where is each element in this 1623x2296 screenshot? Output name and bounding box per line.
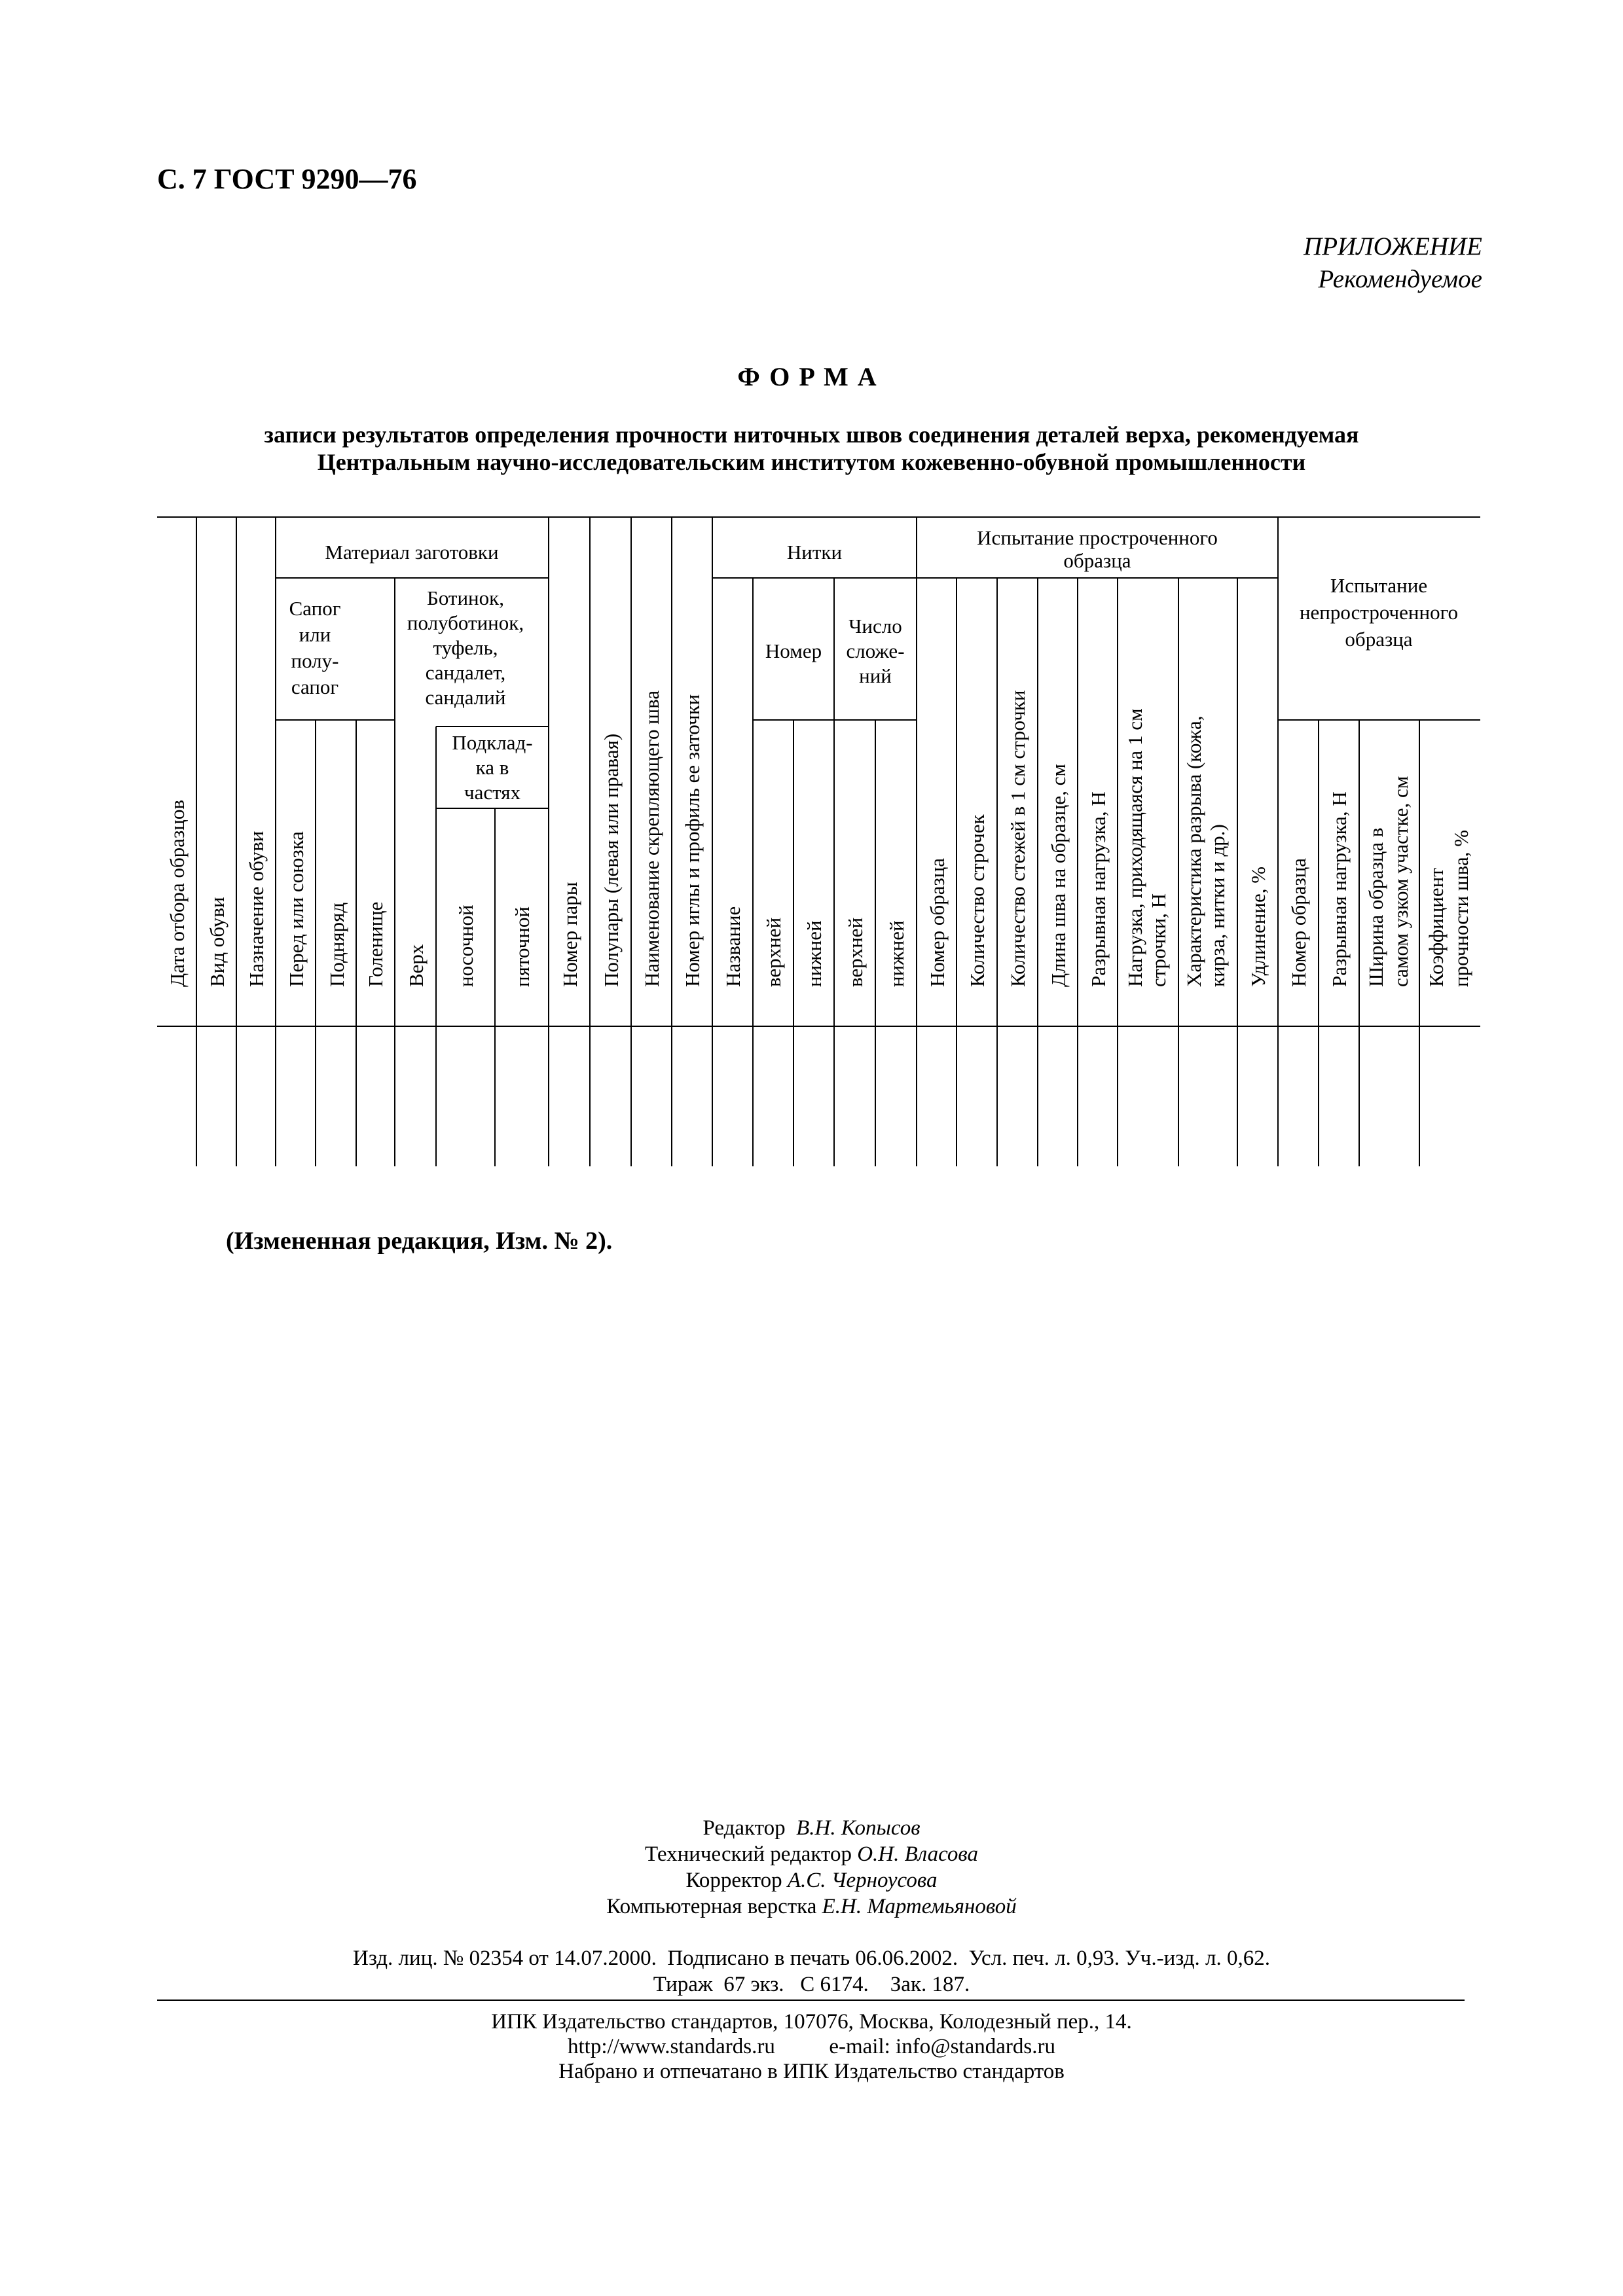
revision-note: (Измененная редакция, Изм. № 2).: [226, 1227, 613, 1255]
appendix-title: ПРИЛОЖЕНИЕ: [1304, 232, 1482, 260]
col-upper: Верх: [405, 944, 428, 987]
col-thread-name: Название: [721, 906, 744, 987]
col-needle: Номер иглы и профиль ее заточки: [681, 694, 704, 987]
col-seam-strength-line1: Коэффициент: [1425, 868, 1448, 987]
credit-editor: Редактор В.Н. Копысов: [702, 1816, 921, 1840]
col-ply-upper: верхней: [844, 917, 867, 987]
col-number-upper: верхней: [762, 917, 785, 987]
imprint-address: ИПК Издательство стандартов, 107076, Москва, Колодезный пер., 14.: [491, 2010, 1132, 2034]
col-load-per-cm-line1: Нагрузка, приходящаяся на 1 см: [1123, 708, 1146, 987]
col-lining-heel: пяточной: [511, 906, 534, 987]
group-unstitched-line2: непростроченного: [1299, 601, 1459, 624]
subgroup-lining-line3: частях: [464, 781, 521, 804]
col-sampling-date: Дата отбора образцов: [166, 800, 189, 987]
subgroup-shoes-line3: туфель,: [433, 636, 498, 659]
appendix-status: Рекомендуемое: [1318, 265, 1482, 293]
page-header: С. 7 ГОСТ 9290—76: [157, 163, 417, 195]
col-footwear-type: Вид обуви: [206, 897, 228, 987]
col-break-character-line2: кирза, нитки и др.): [1206, 824, 1229, 987]
form-subtitle-line2: Центральным научно-исследовательским институтом кожевенно-обувной промышленности: [317, 449, 1306, 475]
subgroup-ply-line2: сложе-: [846, 639, 905, 662]
credit-tech-editor: Технический редактор О.Н. Власова: [644, 1842, 979, 1866]
col-ply-lower: нижней: [885, 920, 908, 987]
subgroup-shoes-line5: сандалий: [425, 686, 506, 709]
publication-line2: Тираж 67 экз. С 6174. Зак. 187.: [653, 1973, 970, 1996]
col-stitch-lines: Количество строчек: [966, 814, 989, 987]
publication-line1: Изд. лиц. № 02354 от 14.07.2000. Подписано в печать 06.06.2002. Усл. печ. л. 0,93. Уч.-изд. л. 0,62.: [353, 1946, 1270, 1970]
col-shaft: Голенище: [364, 901, 387, 987]
col-vamp: Перед или союзка: [285, 831, 308, 987]
col-break-character-line1: Характеристика разрыва (кожа,: [1182, 715, 1205, 987]
col-seam-length: Длина шва на образце, см: [1047, 763, 1070, 987]
subgroup-ply-line1: Число: [848, 615, 902, 637]
subgroup-lining-line1: Подклад-: [452, 731, 533, 754]
group-threads: Нитки: [786, 541, 843, 564]
subgroup-lining-line2: ка в: [475, 756, 509, 779]
credit-proofreader: Корректор А.С. Черноусова: [685, 1869, 938, 1892]
credit-layout: Компьютерная верстка Е.Н. Мартемьяновой: [606, 1895, 1017, 1918]
group-material: Материал заготовки: [325, 541, 499, 564]
col-number-lower: нижней: [803, 920, 826, 987]
col-seam-name: Наименование скрепляющего шва: [640, 690, 663, 987]
col-sample-width-line2: самом узком участке, см: [1389, 776, 1412, 987]
col-stitches-per-cm: Количество стежей в 1 см строчки: [1006, 690, 1029, 987]
column-headers: [166, 691, 1472, 987]
subgroup-shoes-line1: Ботинок,: [427, 586, 504, 609]
table-grid: [157, 517, 1480, 1166]
footer-divider: [157, 2000, 1465, 2001]
group-stitched-line1: Испытание простроченного: [977, 526, 1218, 549]
col-load-per-cm-line2: строчки, Н: [1147, 893, 1170, 987]
subgroup-number: Номер: [765, 639, 822, 662]
col-lining-toe: носочной: [454, 905, 477, 987]
subgroup-boots-line3: полу-: [291, 649, 339, 672]
col-half-pair: Полупары (левая или правая): [600, 733, 623, 987]
col-sample-number: Номер образца: [926, 857, 949, 987]
col-pair-number: Номер пары: [558, 882, 581, 987]
subgroup-boots-line1: Сапог: [289, 597, 341, 620]
group-unstitched-line3: образца: [1345, 628, 1413, 651]
form-subtitle-line1: записи результатов определения прочности ниточных швов соединения деталей верха, рекомендуемая: [264, 422, 1359, 448]
group-unstitched-line1: Испытание: [1330, 574, 1428, 597]
form-title: ФОРМА: [737, 362, 886, 391]
col-sample-width-line1: Ширина образца в: [1364, 827, 1387, 987]
col-seam-strength-line2: прочности шва, %: [1450, 829, 1472, 987]
col-elongation: Удлинение, %: [1247, 866, 1269, 987]
subgroup-boots-line2: или: [299, 623, 331, 646]
col-underlay: Подняряд: [325, 902, 348, 987]
imprint-printed: Набрано и отпечатано в ИПК Издательство стандартов: [558, 2060, 1065, 2083]
group-stitched-line2: образца: [1063, 549, 1131, 572]
subgroup-ply-line3: ний: [859, 664, 892, 687]
imprint-web: http://www.standards.ru e-mail: info@standards.ru: [568, 2035, 1055, 2058]
subgroup-shoes-line4: сандалет,: [425, 661, 506, 684]
col-footwear-purpose: Назначение обуви: [245, 831, 268, 987]
col-unstitched-sample-number: Номер образца: [1287, 857, 1310, 987]
subgroup-boots-line4: сапог: [291, 675, 339, 698]
subgroup-shoes-line2: полуботинок,: [407, 611, 524, 634]
credits: [0, 1815, 1623, 1920]
col-breaking-load: Разрывная нагрузка, Н: [1087, 791, 1110, 987]
publication-info: [0, 1945, 1623, 1998]
publisher-imprint: [0, 2009, 1623, 2084]
col-unstitched-breaking-load: Разрывная нагрузка, Н: [1328, 791, 1351, 987]
